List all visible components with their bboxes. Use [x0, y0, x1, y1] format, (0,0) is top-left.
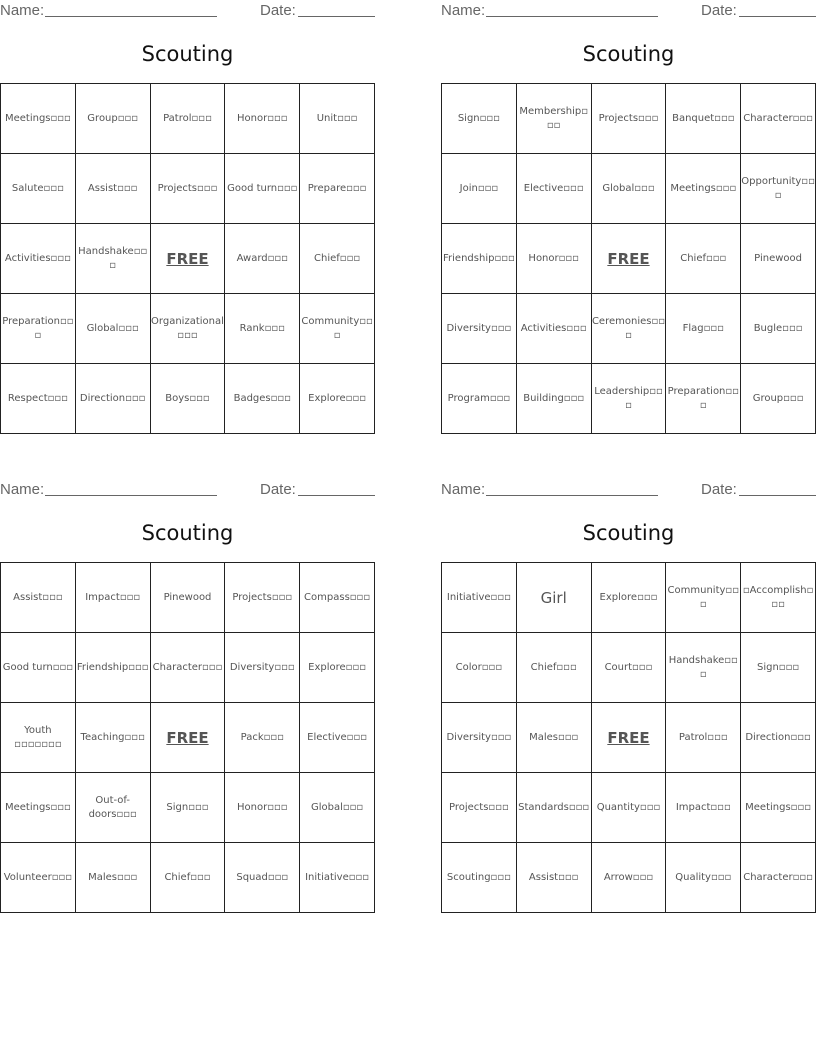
free-space: FREE — [591, 224, 666, 294]
bingo-cell: Organizational▫▫▫ — [150, 294, 225, 364]
bingo-cell: Global▫▫▫ — [300, 773, 375, 843]
bingo-cell: Males▫▫▫ — [516, 703, 591, 773]
bingo-cell: Direction▫▫▫ — [75, 364, 150, 434]
grid-row — [442, 224, 816, 294]
bingo-cell: Out-of-doors▫▫▫ — [75, 773, 150, 843]
bingo-cell: Elective▫▫▫ — [516, 154, 591, 224]
bingo-cell: Assist▫▫▫ — [1, 563, 76, 633]
date-label: Date: — [701, 481, 737, 498]
bingo-cell: Projects▫▫▫ — [591, 84, 666, 154]
bingo-card — [441, 0, 816, 411]
free-space: FREE — [150, 224, 225, 294]
bingo-cell: Teaching▫▫▫ — [75, 703, 150, 773]
bingo-cell: Honor▫▫▫ — [516, 224, 591, 294]
bingo-cell: Diversity▫▫▫ — [225, 633, 300, 703]
bingo-cell: Bugle▫▫▫ — [741, 294, 816, 364]
grid-row — [442, 563, 816, 633]
bingo-cell: Activities▫▫▫ — [516, 294, 591, 364]
bingo-cell: Arrow▫▫▫ — [591, 843, 666, 913]
bingo-card — [0, 479, 375, 883]
bingo-cell: Sign▫▫▫ — [150, 773, 225, 843]
bingo-cell: Award▫▫▫ — [225, 224, 300, 294]
bingo-cell: Pinewood — [150, 563, 225, 633]
grid-row — [442, 843, 816, 913]
grid-row — [1, 703, 375, 773]
bingo-cell: Ceremonies▫▫▫ — [591, 294, 666, 364]
bingo-cell: Color▫▫▫ — [442, 633, 517, 703]
grid-row — [1, 84, 375, 154]
card-header — [0, 479, 375, 501]
bingo-cell: Chief▫▫▫ — [150, 843, 225, 913]
date-label: Date: — [260, 2, 296, 19]
grid-row — [442, 154, 816, 224]
bingo-cell: Honor▫▫▫ — [225, 773, 300, 843]
bingo-cell: Global▫▫▫ — [591, 154, 666, 224]
bingo-cell: Group▫▫▫ — [75, 84, 150, 154]
bingo-cell: Group▫▫▫ — [741, 364, 816, 434]
bingo-cell: Explore▫▫▫ — [591, 563, 666, 633]
bingo-cell: Chief▫▫▫ — [516, 633, 591, 703]
free-space: FREE — [150, 703, 225, 773]
bingo-cell: Males▫▫▫ — [75, 843, 150, 913]
bingo-cell: Character▫▫▫ — [741, 84, 816, 154]
bingo-cell: Join▫▫▫ — [442, 154, 517, 224]
name-field — [486, 495, 658, 496]
card-title: Scouting — [141, 42, 234, 66]
name-field — [45, 16, 217, 17]
grid-row — [442, 364, 816, 434]
bingo-cell: Projects▫▫▫ — [150, 154, 225, 224]
bingo-cell: Direction▫▫▫ — [741, 703, 816, 773]
grid-row — [1, 154, 375, 224]
bingo-grid — [441, 83, 816, 434]
bingo-cell: Explore▫▫▫ — [300, 633, 375, 703]
bingo-cell: Girl — [516, 563, 591, 633]
bingo-cell: Good turn▫▫▫ — [1, 633, 76, 703]
name-label: Name: — [441, 2, 486, 19]
bingo-cell: Quantity▫▫▫ — [591, 773, 666, 843]
bingo-cell: Handshake▫▫▫ — [666, 633, 741, 703]
bingo-cell: Salute▫▫▫ — [1, 154, 76, 224]
bingo-cell: Building▫▫▫ — [516, 364, 591, 434]
grid-row — [442, 294, 816, 364]
name-field — [486, 16, 658, 17]
bingo-cell: Diversity▫▫▫ — [442, 294, 517, 364]
date-field — [739, 16, 816, 17]
card-title: Scouting — [582, 521, 675, 545]
bingo-cell: Meetings▫▫▫ — [1, 84, 76, 154]
bingo-cell: Patrol▫▫▫ — [150, 84, 225, 154]
bingo-cell: Explore▫▫▫ — [300, 364, 375, 434]
bingo-cell: Chief▫▫▫ — [666, 224, 741, 294]
bingo-cell: Friendship▫▫▫ — [442, 224, 517, 294]
bingo-cell: Initiative▫▫▫ — [300, 843, 375, 913]
bingo-card — [441, 479, 816, 883]
grid-row — [1, 563, 375, 633]
grid-row — [442, 84, 816, 154]
bingo-cell: Preparation▫▫▫ — [1, 294, 76, 364]
bingo-cell: Meetings▫▫▫ — [741, 773, 816, 843]
bingo-cell: Flag▫▫▫ — [666, 294, 741, 364]
card-title: Scouting — [141, 521, 234, 545]
bingo-cell: Impact▫▫▫ — [75, 563, 150, 633]
bingo-cell: Sign▫▫▫ — [741, 633, 816, 703]
bingo-cell: Meetings▫▫▫ — [666, 154, 741, 224]
bingo-cell: Meetings▫▫▫ — [1, 773, 76, 843]
bingo-cell: Boys▫▫▫ — [150, 364, 225, 434]
bingo-cell: Community▫▫▫ — [300, 294, 375, 364]
bingo-cell: Friendship▫▫▫ — [75, 633, 150, 703]
bingo-cell: Character▫▫▫ — [150, 633, 225, 703]
bingo-cell: Honor▫▫▫ — [225, 84, 300, 154]
name-field — [45, 495, 217, 496]
date-label: Date: — [260, 481, 296, 498]
bingo-cell: Global▫▫▫ — [75, 294, 150, 364]
bingo-cell: Sign▫▫▫ — [442, 84, 517, 154]
grid-row — [1, 364, 375, 434]
grid-row — [442, 633, 816, 703]
bingo-cell: Patrol▫▫▫ — [666, 703, 741, 773]
bingo-cell: Opportunity▫▫▫ — [741, 154, 816, 224]
bingo-cell: Diversity▫▫▫ — [442, 703, 517, 773]
bingo-cell: Projects▫▫▫ — [442, 773, 517, 843]
bingo-cell: Prepare▫▫▫ — [300, 154, 375, 224]
bingo-cell: Youth ▫▫▫▫▫▫▫ — [1, 703, 76, 773]
grid-row — [1, 294, 375, 364]
bingo-cell: Rank▫▫▫ — [225, 294, 300, 364]
free-space: FREE — [591, 703, 666, 773]
bingo-cell: Community▫▫▫ — [666, 563, 741, 633]
bingo-cell: Membership▫▫▫ — [516, 84, 591, 154]
card-header — [0, 0, 375, 22]
bingo-cell: Assist▫▫▫ — [75, 154, 150, 224]
bingo-cell: Respect▫▫▫ — [1, 364, 76, 434]
bingo-cell: Pack▫▫▫ — [225, 703, 300, 773]
card-title: Scouting — [582, 42, 675, 66]
bingo-cell: Impact▫▫▫ — [666, 773, 741, 843]
card-header — [441, 0, 816, 22]
bingo-cell: Character▫▫▫ — [741, 843, 816, 913]
date-label: Date: — [701, 2, 737, 19]
card-header — [441, 479, 816, 501]
bingo-cell: Handshake▫▫▫ — [75, 224, 150, 294]
name-label: Name: — [441, 481, 486, 498]
bingo-cell: Pinewood — [741, 224, 816, 294]
bingo-cell: Banquet▫▫▫ — [666, 84, 741, 154]
bingo-cell: Quality▫▫▫ — [666, 843, 741, 913]
name-label: Name: — [0, 481, 45, 498]
date-field — [739, 495, 816, 496]
grid-row — [1, 224, 375, 294]
grid-row — [442, 773, 816, 843]
bingo-cell: Preparation▫▫▫ — [666, 364, 741, 434]
bingo-cell: Court▫▫▫ — [591, 633, 666, 703]
bingo-cell: Initiative▫▫▫ — [442, 563, 517, 633]
bingo-cell: Activities▫▫▫ — [1, 224, 76, 294]
grid-row — [1, 633, 375, 703]
bingo-cell: Leadership▫▫▫ — [591, 364, 666, 434]
bingo-cell: Compass▫▫▫ — [300, 563, 375, 633]
name-label: Name: — [0, 2, 45, 19]
bingo-card — [0, 0, 375, 404]
bingo-grid — [0, 562, 375, 913]
bingo-cell: Volunteer▫▫▫ — [1, 843, 76, 913]
bingo-cell: ▫Accomplish▫▫▫ — [741, 563, 816, 633]
bingo-cell: Standards▫▫▫ — [516, 773, 591, 843]
bingo-cell: Unit▫▫▫ — [300, 84, 375, 154]
grid-row — [1, 843, 375, 913]
date-field — [298, 495, 375, 496]
bingo-cell: Elective▫▫▫ — [300, 703, 375, 773]
bingo-cell: Chief▫▫▫ — [300, 224, 375, 294]
bingo-grid — [441, 562, 816, 913]
bingo-cell: Good turn▫▫▫ — [225, 154, 300, 224]
bingo-cell: Squad▫▫▫ — [225, 843, 300, 913]
bingo-cell: Program▫▫▫ — [442, 364, 517, 434]
bingo-cell: Projects▫▫▫ — [225, 563, 300, 633]
bingo-cell: Assist▫▫▫ — [516, 843, 591, 913]
bingo-cell: Scouting▫▫▫ — [442, 843, 517, 913]
grid-row — [1, 773, 375, 843]
date-field — [298, 16, 375, 17]
bingo-cell: Badges▫▫▫ — [225, 364, 300, 434]
grid-row — [442, 703, 816, 773]
bingo-grid — [0, 83, 375, 434]
